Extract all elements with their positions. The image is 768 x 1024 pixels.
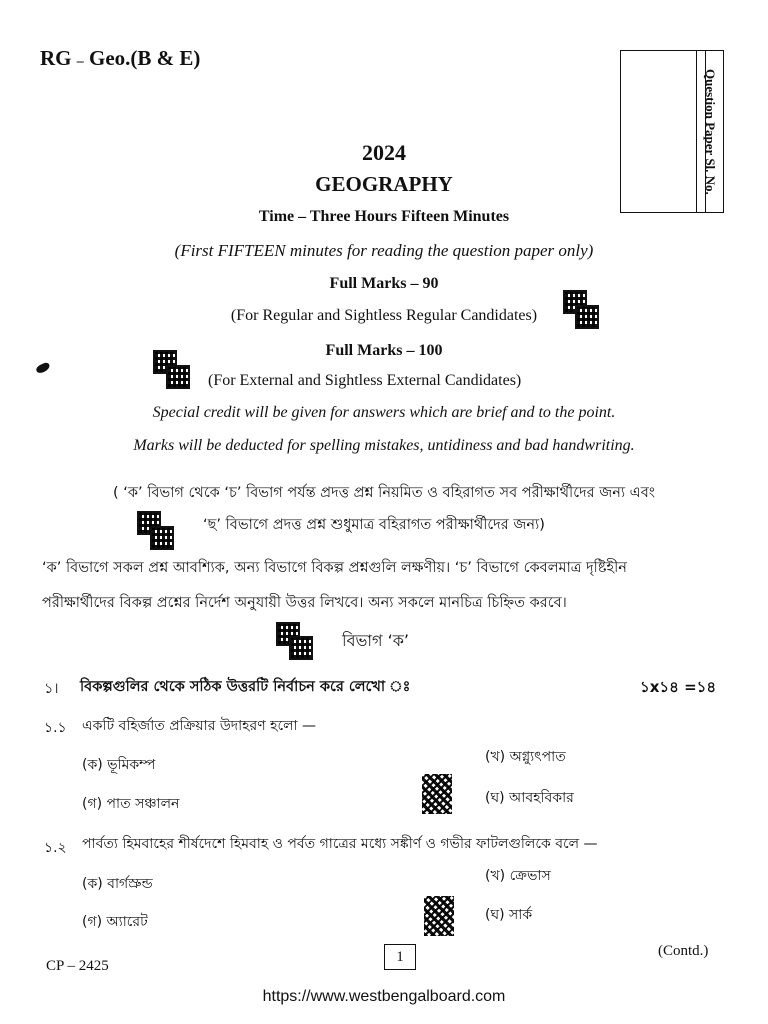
question-1-text: বিকল্পগুলির থেকে সঠিক উত্তরটি নির্বাচন করে লেখো ঃ xyxy=(80,679,411,695)
reading-time-note: (First FIFTEEN minutes for reading the question paper only) xyxy=(174,241,594,260)
question-1-2-text: পার্বত্য হিমবাহের শীর্ষদেশে হিমবাহ ও পর্বত গাত্রের মধ্যে সঙ্কীর্ণ ও গভীর ফাটলগুলিকে বলে — xyxy=(82,836,598,852)
instruction-line-2: ‘ছ’ বিভাগে প্রদত্ত প্রশ্ন শুধুমাত্র বহিরাগত পরীক্ষার্থীদের জন্য) xyxy=(203,517,545,533)
question-1-number: ১। xyxy=(44,681,59,697)
qr-code-icon xyxy=(422,774,452,814)
question-1-1-text: একটি বহির্জাত প্রক্রিয়ার উদাহরণ হলো — xyxy=(82,718,317,734)
section-title: বিভাগ ‘ক’ xyxy=(342,631,409,650)
regular-candidates-note: (For Regular and Sightless Regular Candidates) xyxy=(230,307,538,324)
question-1-1-option-d: (ঘ) আবহবিকার xyxy=(485,790,574,806)
page-number: 1 xyxy=(384,944,416,970)
exam-duration: Time – Three Hours Fifteen Minutes xyxy=(258,208,510,225)
question-1-1-number: ১.১ xyxy=(44,720,67,736)
external-candidates-note: (For External and Sightless External Candidates) xyxy=(208,372,522,389)
qr-code-icon xyxy=(166,365,190,389)
website-link[interactable]: https://www.westbengalboard.com xyxy=(262,988,506,1005)
qr-code-icon xyxy=(289,636,313,660)
question-1-2-option-b: (খ) ক্রেভাস xyxy=(485,868,551,884)
ink-mark xyxy=(35,361,51,374)
exam-year: 2024 xyxy=(362,140,406,165)
continued-label: (Contd.) xyxy=(658,943,709,959)
code-dash: – xyxy=(76,54,84,69)
question-1-2-option-d: (ঘ) সার্ক xyxy=(485,907,533,923)
qr-code-icon xyxy=(424,896,454,936)
paper-code-line xyxy=(40,46,200,71)
instruction-line-3: ‘ক’ বিভাগে সকল প্রশ্ন আবশ্যিক, অন্য বিভাগে বিকল্প প্রশ্নগুলি লক্ষণীয়। ‘চ’ বিভাগে কেবলমাত্র দৃষ্টিহীন xyxy=(42,560,627,576)
serial-number-label: Question Paper Sl. No. xyxy=(703,68,718,195)
instruction-line-1: ( ‘ক’ বিভাগ থেকে ‘চ’ বিভাগ পর্যন্ত প্রদত্ত প্রশ্ন নিয়মিত ও বহিরাগত সব পরীক্ষার্থীদের জন্য এবং xyxy=(112,485,656,501)
paper-code: RG xyxy=(40,46,72,70)
qr-code-icon xyxy=(150,526,174,550)
question-1-marks: ১x১৪ =১৪ xyxy=(640,678,717,696)
question-1-2-option-a: (ক) বার্গস্রুন্ড xyxy=(82,876,153,892)
exam-subject: GEOGRAPHY xyxy=(315,172,453,196)
deduction-note: Marks will be deducted for spelling mistakes, untidiness and bad handwriting. xyxy=(133,437,635,454)
question-1-2-option-c: (গ) অ্যারেট xyxy=(82,914,148,930)
full-marks-external: Full Marks – 100 xyxy=(325,342,443,359)
question-1-2-number: ১.২ xyxy=(44,840,67,856)
question-1-1-option-c: (গ) পাত সঞ্চালন xyxy=(82,796,180,812)
question-1-1-option-b: (খ) অগ্ন্যুৎপাত xyxy=(485,749,566,765)
full-marks-regular: Full Marks – 90 xyxy=(329,275,439,292)
special-credit-note: Special credit will be given for answers which are brief and to the point. xyxy=(152,404,616,421)
subject-code: Geo.(B & E) xyxy=(89,46,201,70)
instruction-line-4: পরীক্ষার্থীদের বিকল্প প্রশ্নের নির্দেশ অনুযায়ী উত্তর লিখবে। অন্য সকলে মানচিত্র চিহ্নিত করবে। xyxy=(42,595,567,611)
question-1-1-option-a: (ক) ভূমিকম্প xyxy=(82,757,156,773)
paper-serial-code: CP – 2425 xyxy=(46,958,109,974)
